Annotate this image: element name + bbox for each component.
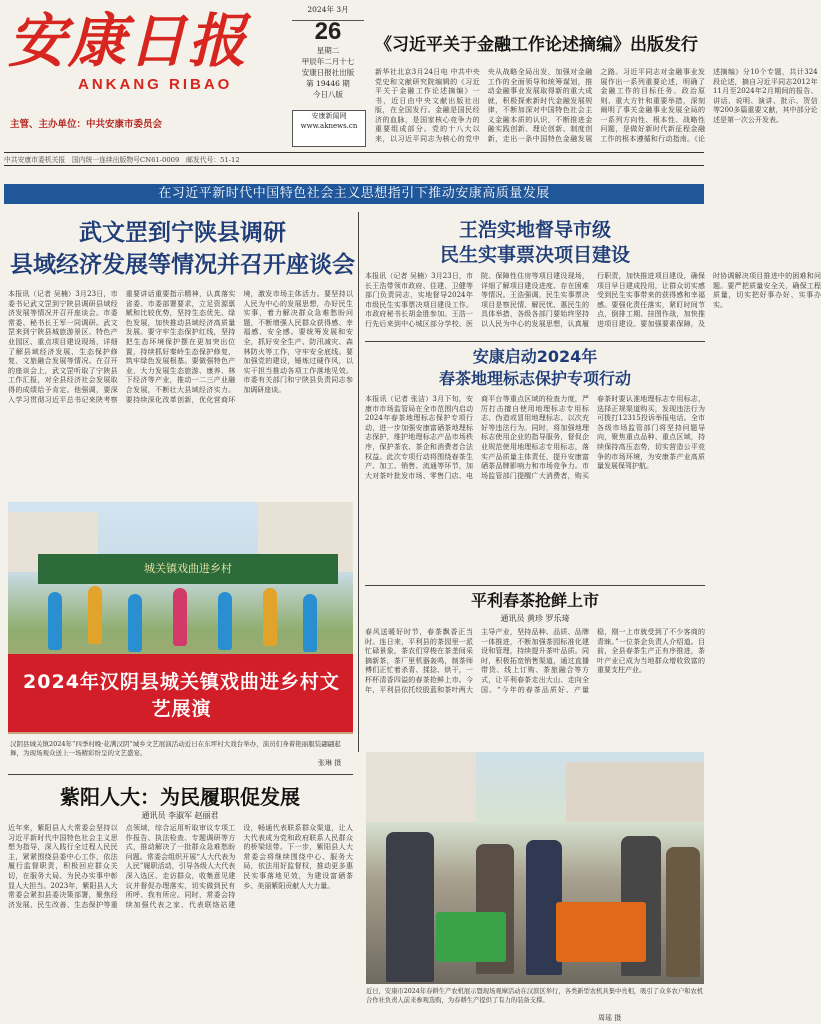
dancer xyxy=(48,592,62,650)
weekday: 星期二 xyxy=(316,46,340,55)
renda-story-body: 近年来，紫阳县人大常委会坚持以习近平新时代中国特色社会主义思想为指导，深入践行全过程人民民主，紧紧围绕县委中心工作，依法履行监督职责，积极回应群众关切，在服务大局、为民办实事中彰显人大担当。2023年，紫阳县人大常委会紧扣县委决策部署，聚焦经济发展、民生改善、生态保护等重点领域，综合运用听取审议专项工作报告、执法检查、专题调研等方式，推动解决了一批群众急难愁盼问题。常委会组织开展“人大代表为人民”履职活动，引导各级人大代表深入选区、走访群众，收集意见建议并督促办理落实，切实做到民有所呼、我有所应。同时，常委会持续加强代表之家、代表联络站建设，畅通代表联系群众渠道，让人大代表成为党和政府联系人民群众的桥梁纽带。下一步，紫阳县人大常委会将继续围绕中心、服务大局，依法用好监督权，推动更多惠民实事落地见效，为建设富硒茶乡、美丽紫阳贡献人大力量。 xyxy=(8,824,353,909)
right-story-title-line1[interactable]: 王浩实地督导市级 xyxy=(458,219,611,241)
theme-banner: 在习近平新时代中国特色社会主义思想指引下推动安康高质量发展 xyxy=(4,184,704,204)
farm-machinery-photo-caption: 近日，安康市2024年春耕生产农机展示暨现场观摩活动在汉滨区举行，各类新型农机具集中亮相，吸引了众多农户和农机合作社负责人前来参观选购，为春耕生产提供了有力的装备支撑。 xyxy=(366,988,704,1004)
lead-story-title-line2[interactable]: 县域经济发展等情况并召开座谈会 xyxy=(10,252,355,278)
spring-story-title[interactable]: 平利春茶抢鲜上市 xyxy=(470,591,599,610)
renda-story-title[interactable]: 紫阳人大：为民履职促发展 xyxy=(60,785,300,809)
brand-story-title-line1[interactable]: 安康启动2024年 xyxy=(472,347,598,366)
section-divider xyxy=(365,585,705,586)
day-number: 26 xyxy=(314,18,342,45)
person xyxy=(666,847,700,977)
year-month: 2024年 3月 xyxy=(307,5,349,14)
website-box[interactable] xyxy=(292,110,366,147)
column-divider xyxy=(358,212,359,752)
masthead-logo xyxy=(8,6,278,111)
farm-machinery-photo xyxy=(366,752,704,984)
section-divider xyxy=(8,774,353,775)
website-label: 安康新闻网 xyxy=(311,112,347,120)
info-strip: 中共安康市委机关报 国内统一连续出版物号CN61-0009 邮发代号：51-12 xyxy=(4,152,704,166)
machine xyxy=(556,902,646,962)
building xyxy=(366,752,476,822)
machine xyxy=(436,912,506,962)
festival-photo xyxy=(8,502,353,734)
issue-number: 第 19446 期 xyxy=(306,79,350,88)
stage-banner-text: 2024年汉阴县城关镇戏曲进乡村文艺展演 xyxy=(23,671,340,720)
lunar-date: 甲辰年二月十七 xyxy=(301,57,355,66)
dancer xyxy=(218,592,232,650)
page-count: 今日八版 xyxy=(313,90,343,99)
publisher: 安康日报社出版 xyxy=(301,68,355,77)
brand-story-title-line2[interactable]: 春茶地理标志保护专项行动 xyxy=(438,369,631,388)
arch-banner: 城关镇戏曲进乡村 xyxy=(38,554,338,584)
farm-machinery-photo-credit: 周瑶 摄 xyxy=(598,1014,622,1022)
logo-chinese: 安康日报 xyxy=(8,7,249,75)
date-divider xyxy=(292,20,364,21)
dancer xyxy=(88,586,102,644)
dancer xyxy=(128,594,142,652)
person xyxy=(386,832,434,982)
building xyxy=(566,762,704,822)
website-url[interactable]: www.aknews.cn xyxy=(300,122,358,130)
section-divider xyxy=(365,341,705,342)
renda-story-byline: 通讯员 李淑军 赵丽君 xyxy=(141,811,219,820)
festival-photo-credit: 张琳 摄 xyxy=(318,759,342,767)
lead-story-title-line1[interactable]: 武文罡到宁陕县调研 xyxy=(79,220,286,246)
festival-photo-caption: 汉阴县城关镇2024年“四季村晚·花满汉阴”城乡文艺展演活动近日在东坪村大戏台举办，演员们身着艳丽服装翩翩起舞，为现场观众送上一场精彩纷呈的文艺盛宴。 xyxy=(10,740,341,757)
top-story-body: 新华社北京3月24日电 中共中央党史和文献研究院编辑的《习近平关于金融工作论述摘编》一书，近日由中央文献出版社出版，在全国发行。金融是国民经济的血脉，是国家核心竞争力的重要组成部分。党的十八大以来，以习近平同志为核心的党中央从战略全局出发，加强对金融工作的全面领导和统筹谋划，推动金融事业发展取得新的重大成就，积极探索新时代金融发展规律，不断加深对中国特色社会主义金融本质的认识，不断推进金融实践创新、理论创新、制度创新，走出一条中国特色金融发展之路。习近平同志对金融事业发展作出一系列重要论述，明确了金融工作的目标任务、政治原则、重大方针和重要举措，深刻阐明了事关金融事业发展全局的一系列方向性、根本性、战略性问题，是做好新时代新征程金融工作的根本遵循和行动指南。《论述摘编》分10个专题，共计324段论述，摘自习近平同志2012年11月至2024年2月期间的报告、讲话、说明、演讲、批示、贺信等200多篇重要文献，其中部分论述是第一次公开发表。 xyxy=(375,68,818,143)
dancer xyxy=(263,588,277,646)
spring-story-byline: 通讯员 黄珍 罗乐琦 xyxy=(500,614,570,623)
logo-pinyin: ANKANG RIBAO xyxy=(78,76,233,93)
spring-story-body: 春风送暖好时节，春茶飘香正当时。连日来，平利县的茶园里一派忙碌景象，茶农们穿梭在茶垄间采摘新茶，茶厂里机器轰鸣，制茶师傅们正忙着杀青、揉捻、烘干，一杯杯清香四溢的春茶抢鲜上市。今年，平利县依托绞股蓝和茶叶两大主导产业，坚持品种、品质、品牌一体推进，不断加强茶园标准化建设和管理，持续提升茶叶品质。同时，积极拓宽销售渠道，通过直播带货、线上订购、茶旅融合等方式，让平利春茶走出大山、走向全国。“今年的春茶品质好、产量稳，刚一上市就受到了不少客商的青睐。”一位茶企负责人介绍道。目前，全县春茶生产正有序推进，茶叶产业已成为当地群众增收致富的重要支柱产业。 xyxy=(365,628,705,694)
right-story-body: 本报讯（记者 吴楠）3月23日，市长王浩带领市政府、住建、卫健等部门负责同志，实地督导2024年市级民生实事票决项目建设工作。市政府秘书长胡金胜参加。王浩一行先后来到中心城区部分学校、医院、保障性住房等项目建设现场，详细了解项目建设进度、存在困难等情况。王浩强调，民生实事票决项目是察民情、解民忧、惠民生的具体举措，各级各部门要始终坚持以人民为中心的发展思想，认真履行职责，加快推进项目建设，确保项目早日建成投用，让群众切实感受到民生实事带来的获得感和幸福感。要强化责任落实，紧盯时间节点，倒排工期、挂图作战，加快推进项目建设。要加强要素保障，及时协调解决项目推进中的困难和问题。要严把质量安全关，确保工程质量，切实把好事办好、实事办实。 xyxy=(365,272,821,328)
right-story-title-line2[interactable]: 民生实事票决项目建设 xyxy=(439,244,630,266)
dancer xyxy=(303,594,317,652)
lead-story-body: 本报讯（记者 吴楠）3月23日，市委书记武文罡到宁陕县调研县域经济发展等情况并召开座谈会。市委常委、秘书长王军一同调研。武文罡来到宁陕县城旅游景区、特色产业园区、重点项目建设现场，详细了解县域经济发展、生态保护修复、文旅融合发展等情况。在召开的座谈会上，武文罡听取了宁陕县工作汇报，对全县经济社会发展取得的成绩给予肯定。他强调，要深入学习贯彻习近平总书记来陕考察重要讲话重要指示精神，认真落实省委、市委部署要求，立足资源禀赋和比较优势，坚持生态优先、绿色发展，加快推动县域经济高质量发展。要守牢生态保护红线，坚持把生态环境保护摆在更加突出位置，持续抓好秦岭生态保护修复，筑牢绿色发展根基。要做强特色产业，大力发展生态旅游、康养、林下经济等产业，推动一二三产业融合发展，不断壮大县域经济实力。要持续深化改革创新，优化营商环境，激发市场主体活力。要坚持以人民为中心的发展思想，办好民生实事，着力解决群众急难愁盼问题，不断增强人民群众获得感、幸福感、安全感。要统筹发展和安全，抓好安全生产、防汛减灾、森林防火等工作，守牢安全底线。要加强党的建设，锤炼过硬作风，以实干担当推动各项工作落地见效。市委有关部门和宁陕县负责同志参加调研座谈。 xyxy=(8,290,353,404)
masthead-slogan: 主管、主办单位：中共安康市委员会 xyxy=(10,119,163,130)
brand-story-body: 本报讯（记者 张洁）3月下旬，安康市市场监管局在全市范围内启动2024年春茶地理标志保护专项行动，进一步加强安康富硒茶地理标志保护，维护地理标志产品市场秩序，保护茶农、茶企和消费者合法权益。此次专项行动将围绕春茶生产、加工、销售、流通等环节，加大对茶叶批发市场、零售门店、电商平台等重点区域的检查力度，严厉打击擅自使用地理标志专用标志、伪造或冒用地理标志、以次充好等违法行为。同时，将加强地理标志使用企业的指导服务，督促企业规范使用地理标志专用标志，落实产品质量主体责任，提升安康富硒茶品牌影响力和市场竞争力。市场监管部门提醒广大消费者，购买春茶时要认准地理标志专用标志，选择正规渠道购买，发现违法行为可拨打12315投诉举报电话。全市各级市场监管部门将坚持问题导向，聚焦重点品种、重点区域，持续保持高压态势，切实营造公平竞争的市场环境，为安康茶产业高质量发展保驾护航。 xyxy=(365,395,705,480)
top-story-title[interactable]: 《习近平关于金融工作论述摘编》出版发行 xyxy=(375,35,698,55)
dancer xyxy=(173,588,187,646)
